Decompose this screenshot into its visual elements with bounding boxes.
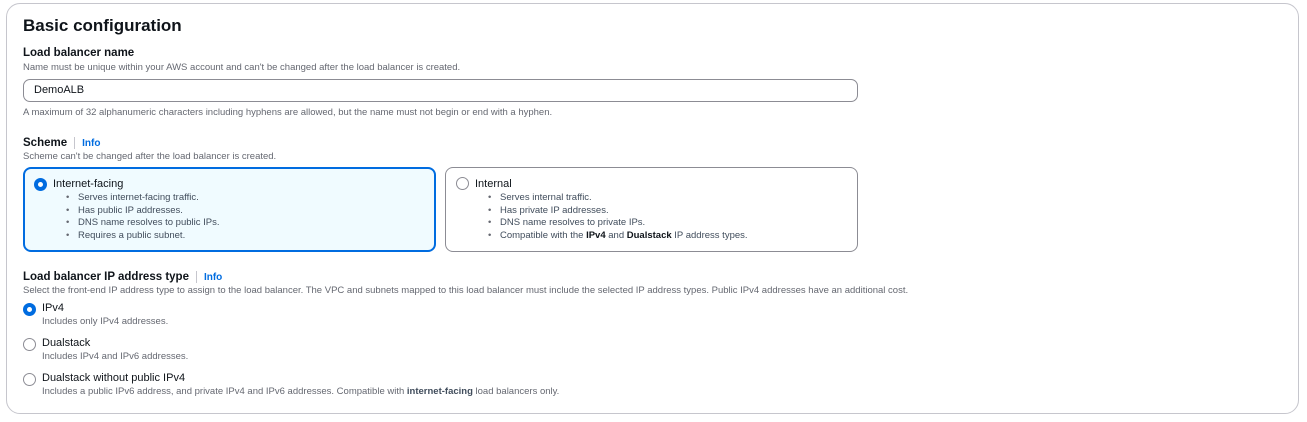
compat-ipv4: IPv4: [586, 230, 606, 242]
ip-type-label-row: [23, 271, 222, 283]
section-title: Basic configuration: [23, 16, 182, 35]
load-balancer-name-input[interactable]: DemoALB: [23, 79, 858, 102]
ip-type-option-title: Dualstack: [42, 337, 91, 349]
scheme-label-row: [23, 137, 100, 149]
radio-unselected-icon[interactable]: [456, 177, 469, 190]
scheme-label: Scheme: [23, 137, 68, 149]
bullet: • DNS name resolves to private IPs.: [488, 217, 748, 230]
scheme-option-internal[interactable]: [445, 167, 858, 252]
load-balancer-name-description: Name must be unique within your AWS account and can't be changed after the load balancer is created.: [23, 62, 461, 73]
bullet: • Has private IP addresses.: [488, 205, 748, 218]
ip-type-option-description: [42, 386, 559, 397]
bullet: • Requires a public subnet.: [66, 230, 220, 243]
bullet: • Serves internal traffic.: [488, 192, 748, 205]
radio-unselected-icon[interactable]: [23, 338, 36, 351]
scheme-option-bullets: [66, 192, 220, 243]
load-balancer-name-label: Load balancer name: [23, 47, 135, 59]
ip-type-label: Load balancer IP address type: [23, 271, 189, 283]
scheme-description: Scheme can't be changed after the load balancer is created.: [23, 151, 277, 162]
bullet: • Has public IP addresses.: [66, 205, 220, 218]
compat-prefix: Compatible with the: [500, 230, 587, 242]
desc-prefix: Includes a public IPv6 address, and private IPv4 and IPv6 addresses. Compatible with: [42, 386, 407, 397]
radio-unselected-icon[interactable]: [23, 373, 36, 386]
scheme-option-bullets: [488, 192, 748, 243]
radio-selected-icon[interactable]: [23, 303, 36, 316]
bullet: [488, 230, 748, 243]
ip-type-description: Select the front-end IP address type to assign to the load balancer. The VPC and subnets mapped to this load balancer must include the selected IP address types. Public IPv4 addresses have an additional cost.: [23, 285, 909, 296]
load-balancer-name-constraint: A maximum of 32 alphanumeric characters including hyphens are allowed, but the name must not begin or end with a hyphen.: [23, 107, 553, 118]
ip-type-option-description: Includes IPv4 and IPv6 addresses.: [42, 351, 189, 362]
compat-suffix: IP address types.: [671, 230, 748, 242]
scheme-option-title: Internal: [475, 178, 512, 190]
desc-suffix: load balancers only.: [472, 386, 560, 397]
ip-type-info-link[interactable]: Info: [203, 271, 223, 283]
radio-selected-icon[interactable]: [34, 178, 47, 191]
ip-type-option-description: Includes only IPv4 addresses.: [42, 316, 169, 327]
separator: [196, 271, 197, 283]
desc-bold: internet-facing: [406, 386, 473, 397]
separator: [74, 137, 75, 149]
ip-type-option-title: Dualstack without public IPv4: [42, 372, 186, 384]
scheme-option-internet-facing[interactable]: [23, 167, 436, 252]
bullet: • DNS name resolves to public IPs.: [66, 217, 220, 230]
scheme-info-link[interactable]: Info: [82, 137, 101, 149]
scheme-option-title: Internet-facing: [53, 178, 124, 190]
bullet: • Serves internet-facing traffic.: [66, 192, 220, 205]
ip-type-option-title: IPv4: [42, 302, 65, 314]
compat-mid: and: [605, 230, 627, 242]
compat-dualstack: Dualstack: [626, 230, 672, 242]
